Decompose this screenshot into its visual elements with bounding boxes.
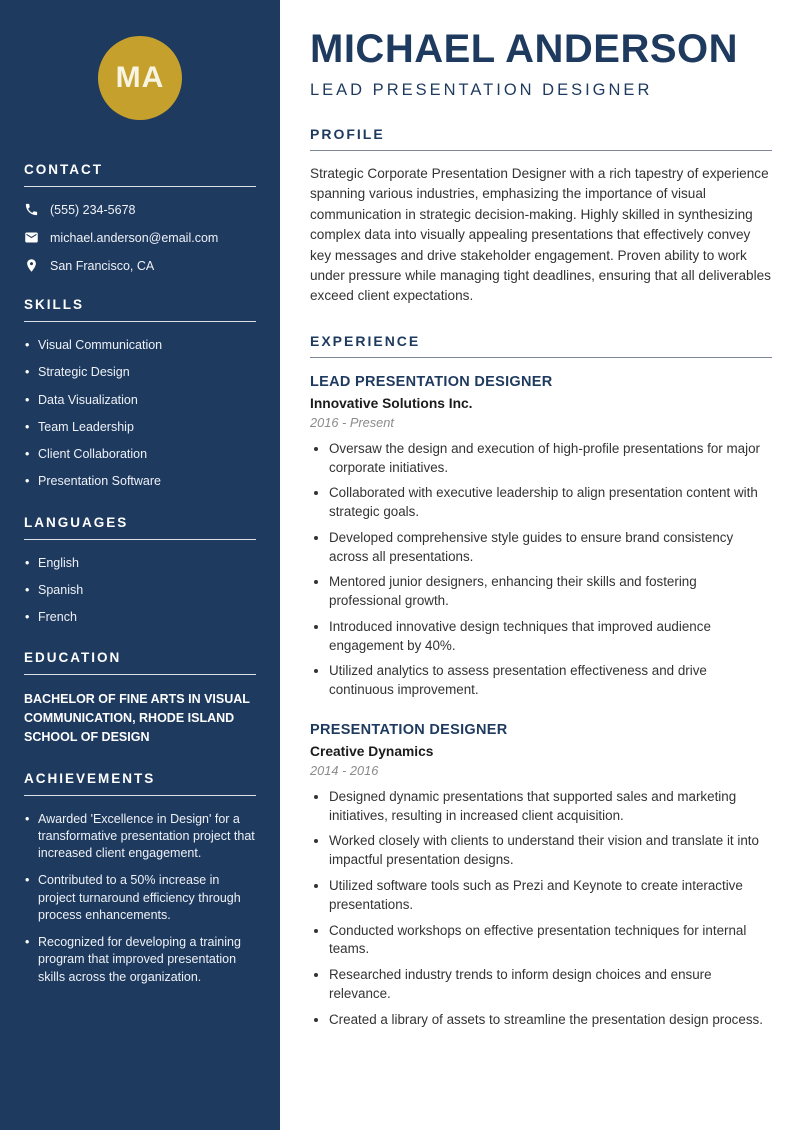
languages-list (24, 555, 256, 627)
languages-section (24, 515, 256, 627)
skills-list (24, 337, 256, 491)
profile-text: Strategic Corporate Presentation Designer with a rich tapestry of experience spanning various industries, emphasizing the importance of visual communication in strategic decision-making. Highly skilled in synthesizing complex data into visually appealing presentations that effectively convey key messages and drive stakeholder engagement. Proven ability to work under pressure while managing tight deadlines, ensuring that all deliverables exceed client expectations. (310, 166, 771, 304)
contact-section (24, 162, 256, 273)
contact-item-email (24, 230, 256, 245)
avatar (98, 36, 182, 120)
experience-section (310, 333, 772, 1030)
language-item: • Spanish (24, 582, 256, 599)
job-bullet: • Utilized analytics to assess presentation effectiveness and drive continuous improvement. (329, 662, 772, 700)
skill-item: • Presentation Software (24, 473, 256, 490)
skill-item: • Team Leadership (24, 419, 256, 436)
job-title: LEAD PRESENTATION DESIGNER (310, 373, 553, 390)
contact-location-text: San Francisco, CA (50, 258, 155, 273)
job-bullet: • Collaborated with executive leadership to align presentation content with strategic goals. (329, 484, 772, 522)
email-icon (24, 230, 39, 245)
job-bullets (310, 788, 772, 1029)
achievements-section (24, 771, 256, 986)
job-bullet: • Utilized software tools such as Prezi and Keynote to create interactive presentations. (329, 877, 772, 915)
avatar-initials: MA (115, 61, 165, 94)
education-degree: BACHELOR OF FINE ARTS IN VISUAL COMMUNICATION, RHODE ISLAND SCHOOL OF DESIGN (24, 692, 250, 744)
job-company: Innovative Solutions Inc. (310, 395, 473, 411)
job-bullet: • Researched industry trends to inform design choices and ensure relevance. (329, 966, 772, 1004)
education-heading: EDUCATION (24, 650, 256, 675)
skills-section (24, 297, 256, 491)
main-content (280, 0, 800, 1130)
candidate-title: LEAD PRESENTATION DESIGNER (310, 81, 653, 99)
language-item: • English (24, 555, 256, 572)
language-item: • French (24, 609, 256, 626)
contact-item-phone (24, 202, 256, 217)
phone-icon (24, 202, 39, 217)
job-bullet: • Designed dynamic presentations that supported sales and marketing initiatives, resulting in increased client acquisition. (329, 788, 772, 826)
skill-item: • Strategic Design (24, 364, 256, 381)
achievement-item: • Recognized for developing a training program that improved presentation skills across the organization. (24, 934, 256, 986)
sidebar (0, 0, 280, 1130)
experience-heading: EXPERIENCE (310, 333, 772, 358)
job-bullet: • Conducted workshops on effective presentation techniques for internal teams. (329, 922, 772, 960)
contact-phone-text: (555) 234-5678 (50, 202, 136, 217)
job-bullet: • Developed comprehensive style guides to ensure brand consistency across all presentations. (329, 529, 772, 567)
contact-email-text: michael.anderson@email.com (50, 230, 219, 245)
languages-heading: LANGUAGES (24, 515, 256, 540)
job-dates: 2016 - Present (310, 414, 394, 430)
achievements-list (24, 811, 256, 986)
profile-heading: PROFILE (310, 126, 772, 151)
location-icon (24, 258, 39, 273)
skill-item: • Client Collaboration (24, 446, 256, 463)
candidate-name: MICHAEL ANDERSON (310, 27, 739, 71)
job-bullet: • Created a library of assets to streamline the presentation design process. (329, 1011, 772, 1030)
job-bullets (310, 440, 772, 700)
profile-section (310, 126, 772, 307)
job-title: PRESENTATION DESIGNER (310, 721, 508, 738)
experience-job (310, 374, 772, 700)
job-bullet: • Mentored junior designers, enhancing their skills and fostering professional growth. (329, 573, 772, 611)
achievement-item: • Awarded 'Excellence in Design' for a transformative presentation project that increased client engagement. (24, 811, 256, 863)
job-bullet: • Introduced innovative design techniques that improved audience engagement by 40%. (329, 618, 772, 656)
skill-item: • Visual Communication (24, 337, 256, 354)
job-bullet: • Worked closely with clients to understand their vision and translate it into impactful presentation designs. (329, 832, 772, 870)
education-section (24, 650, 256, 746)
contact-heading: CONTACT (24, 162, 256, 187)
job-company: Creative Dynamics (310, 743, 434, 759)
skill-item: • Data Visualization (24, 392, 256, 409)
job-bullet: • Oversaw the design and execution of high-profile presentations for major corporate initiatives. (329, 440, 772, 478)
skills-heading: SKILLS (24, 297, 256, 322)
experience-job (310, 722, 772, 1029)
job-dates: 2014 - 2016 (310, 762, 379, 778)
achievements-heading: ACHIEVEMENTS (24, 771, 256, 796)
contact-item-location (24, 258, 256, 273)
achievement-item: • Contributed to a 50% increase in project turnaround efficiency through process enhancements. (24, 872, 256, 924)
